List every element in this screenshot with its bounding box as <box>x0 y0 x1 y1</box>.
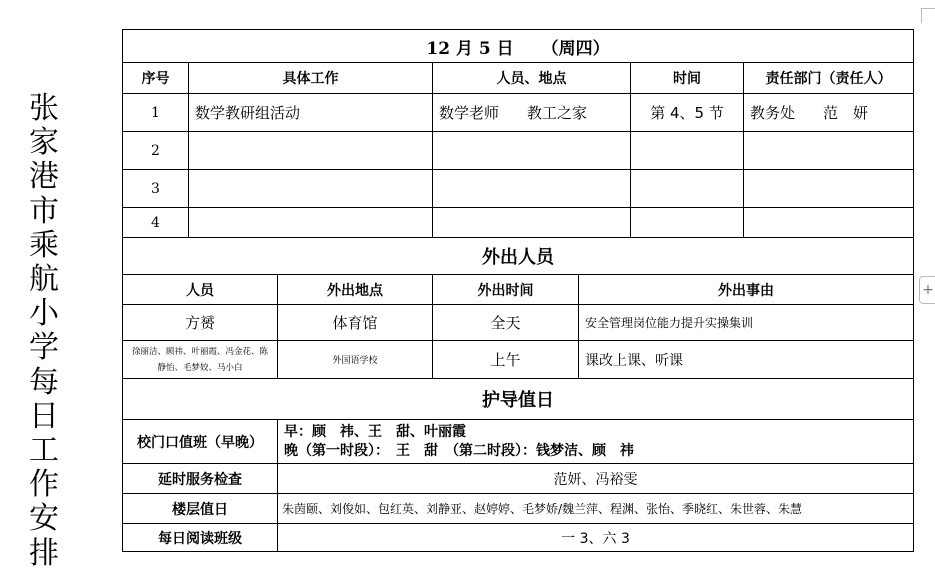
outing-people-cell[interactable]: 徐丽洁、顾祎、叶丽霞、冯金花、陈静怡、毛梦姣、马小白 <box>123 341 278 379</box>
add-column-button[interactable]: + <box>919 276 935 304</box>
outing-header-reason[interactable]: 外出事由 <box>579 275 914 305</box>
people-place-cell[interactable] <box>433 170 631 208</box>
title-char: 工 <box>29 433 59 469</box>
header-dept[interactable]: 责任部门（责任人） <box>744 63 914 94</box>
people-place-cell[interactable] <box>433 94 631 132</box>
people-place-cell[interactable] <box>433 208 631 238</box>
outing-header-time[interactable]: 外出时间 <box>433 275 579 305</box>
date-text: 12 月 5 日 <box>426 38 514 59</box>
title-char: 港 <box>29 159 59 195</box>
outing-place-cell[interactable]: 体育馆 <box>278 305 433 341</box>
floor-duty-cell[interactable]: 朱茵颐、刘俊如、包红英、刘静亚、赵婷婷、毛梦娇/魏兰萍、程渊、张怡、季晓红、朱世蓉、朱慧 <box>278 494 914 524</box>
title-char: 张 <box>29 91 59 126</box>
task-cell[interactable] <box>189 132 433 170</box>
row-number[interactable]: 2 <box>123 132 189 170</box>
title-char: 安 <box>29 501 59 537</box>
work-table <box>122 29 914 238</box>
title-char: 小 <box>29 296 59 332</box>
people-place-cell[interactable] <box>433 132 631 170</box>
header-no[interactable]: 序号 <box>123 63 189 94</box>
duty-section-title[interactable]: 护导值日 <box>123 379 914 420</box>
outing-place-cell[interactable]: 外国语学校 <box>278 341 433 379</box>
title-char: 每 <box>29 364 59 400</box>
outing-section-title[interactable]: 外出人员 <box>123 238 914 275</box>
dept-text: 教务处 <box>750 104 796 122</box>
table-row <box>123 132 914 170</box>
weekday-text: （周四） <box>541 38 610 59</box>
row-number[interactable]: 1 <box>123 94 189 132</box>
gate-duty-label[interactable]: 校门口值班（早晚） <box>123 420 278 464</box>
title-char: 学 <box>29 330 59 366</box>
delay-service-cell[interactable]: 范妍、冯裕雯 <box>278 464 914 494</box>
table-row <box>123 94 914 132</box>
dept-cell[interactable] <box>744 94 914 132</box>
header-time[interactable]: 时间 <box>631 63 744 94</box>
outing-reason-cell[interactable]: 安全管理岗位能力提升实操集训 <box>579 305 914 341</box>
outing-reason-cell[interactable]: 课改上课、听课 <box>579 341 914 379</box>
table-row <box>123 305 914 341</box>
gate-morning-line: 早：顾 祎、王 甜、叶丽霞 <box>284 423 466 440</box>
vertical-title <box>22 92 66 571</box>
row-number[interactable]: 3 <box>123 170 189 208</box>
outing-time-cell[interactable]: 上午 <box>433 341 579 379</box>
page-corner-mark <box>921 8 935 23</box>
task-cell[interactable]: 数学教研组活动 <box>189 94 433 132</box>
outing-time-cell[interactable]: 全天 <box>433 305 579 341</box>
people-text: 数学老师 <box>439 104 500 122</box>
outing-header-place[interactable]: 外出地点 <box>278 275 433 305</box>
header-task[interactable]: 具体工作 <box>189 63 433 94</box>
date-header[interactable] <box>123 30 914 63</box>
time-cell[interactable] <box>631 208 744 238</box>
table-row <box>123 341 914 379</box>
time-cell[interactable]: 第 4、5 节 <box>631 94 744 132</box>
gate-evening-line: 晚（第一时段）： 王 甜 （第二时段）：钱梦洁、顾 祎 <box>284 442 634 459</box>
table-row <box>123 208 914 238</box>
delay-service-label[interactable]: 延时服务检查 <box>123 464 278 494</box>
time-cell[interactable] <box>631 132 744 170</box>
gate-duty-cell[interactable] <box>278 420 914 464</box>
reading-class-label[interactable]: 每日阅读班级 <box>123 524 278 552</box>
title-char: 排 <box>29 535 59 571</box>
owner-text: 范 妍 <box>823 104 869 122</box>
dept-cell[interactable] <box>744 208 914 238</box>
dept-cell[interactable] <box>744 132 914 170</box>
header-people-place[interactable]: 人员、地点 <box>433 63 631 94</box>
outing-header-people[interactable]: 人员 <box>123 275 278 305</box>
duty-table <box>122 378 914 552</box>
title-char: 作 <box>29 467 59 503</box>
task-cell[interactable] <box>189 170 433 208</box>
title-char: 航 <box>29 262 59 298</box>
task-cell[interactable] <box>189 208 433 238</box>
dept-cell[interactable] <box>744 170 914 208</box>
title-char: 市 <box>29 193 59 229</box>
outing-people-cell[interactable]: 方赟 <box>123 305 278 341</box>
title-char: 乘 <box>29 227 59 263</box>
place-text: 教工之家 <box>527 104 588 122</box>
title-char: 家 <box>29 125 59 161</box>
floor-duty-label[interactable]: 楼层值日 <box>123 494 278 524</box>
row-number[interactable]: 4 <box>123 208 189 238</box>
reading-class-cell[interactable]: 一 3、六 3 <box>278 524 914 552</box>
time-cell[interactable] <box>631 170 744 208</box>
outing-table <box>122 237 914 379</box>
table-row <box>123 170 914 208</box>
title-char: 日 <box>29 398 59 434</box>
schedule-document <box>122 29 913 552</box>
